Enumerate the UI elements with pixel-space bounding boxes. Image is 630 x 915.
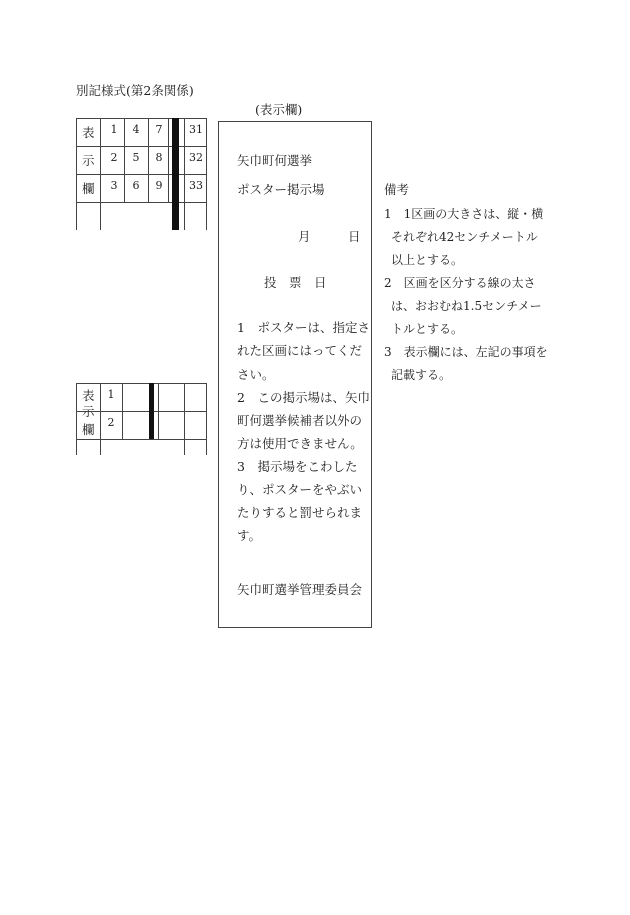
display-label-char: 示 (82, 153, 95, 168)
grid-cell-number: 6 (132, 179, 140, 192)
grid-cell-number: 9 (155, 179, 163, 192)
notes-line: は、おおむね1.5センチメー (391, 299, 542, 313)
poster-rule-line: たりすると罰せられま (237, 505, 363, 520)
display-label-char: 表 (82, 125, 95, 140)
notes-line: 1 1区画の大きさは、縦・横 (384, 207, 544, 221)
grid-cell-number: 5 (132, 151, 140, 164)
poster-committee: 矢巾町選挙管理委員会 (237, 582, 363, 597)
grid-cell-number: 1 (110, 123, 118, 136)
grid-cell-number: 8 (155, 151, 163, 164)
poster-vote-day: 投 票 日 (264, 275, 327, 290)
poster-rule-line: 方は使用できません。 (237, 436, 363, 451)
grid-cell-number: 7 (155, 123, 163, 136)
notes-line: 2 区画を区分する線の太さ (384, 276, 536, 290)
display-label-char: 欄 (82, 181, 95, 196)
grid-cell-number: 31 (189, 123, 203, 136)
grid-cell-number: 2 (110, 151, 118, 164)
poster-rule-line: 町何選挙候補者以外の (237, 413, 363, 428)
poster-rule-line: り、ポスターをやぶい (237, 482, 363, 497)
grid-cell-number: 2 (107, 416, 115, 429)
notes-line: 記載する。 (391, 368, 452, 382)
poster-month: 月 (298, 229, 311, 244)
poster-title-line2: ポスター掲示場 (237, 182, 325, 197)
notes-line: それぞれ42センチメートル (391, 230, 538, 244)
form-heading: 別記様式(第2条関係) (76, 83, 194, 98)
display-label-char: 示 (82, 404, 95, 419)
display-label-char: 欄 (82, 422, 95, 437)
display-column-label: (表示欄) (255, 102, 303, 117)
grid-cell-number: 4 (132, 123, 140, 136)
thick-divider-line (172, 118, 179, 230)
poster-rule-line: 2 この掲示場は、矢巾 (237, 390, 370, 405)
grid-cell-number: 33 (189, 179, 203, 192)
display-label-char: 表 (82, 388, 95, 403)
poster-rule-line: さい。 (237, 367, 275, 382)
grid-cell-number: 3 (110, 179, 118, 192)
poster-rule-line: 1 ポスターは、指定さ (237, 320, 370, 335)
thick-divider-line (149, 383, 154, 439)
notes-line: 3 表示欄には、左記の事項を (384, 345, 548, 359)
notes-line: 以上とする。 (391, 253, 464, 267)
poster-rule-line: れた区画にはってくだ (237, 343, 363, 358)
poster-rule-line: す。 (237, 528, 262, 543)
poster-rule-line: 3 掲示場をこわした (237, 459, 358, 474)
notes-line: トルとする。 (391, 322, 464, 336)
poster-day: 日 (348, 229, 361, 244)
grid-cell-number: 1 (107, 388, 115, 401)
notes-title: 備考 (384, 182, 410, 197)
poster-title-line1: 矢巾町何選挙 (237, 153, 313, 168)
grid-cell-number: 32 (189, 151, 203, 164)
